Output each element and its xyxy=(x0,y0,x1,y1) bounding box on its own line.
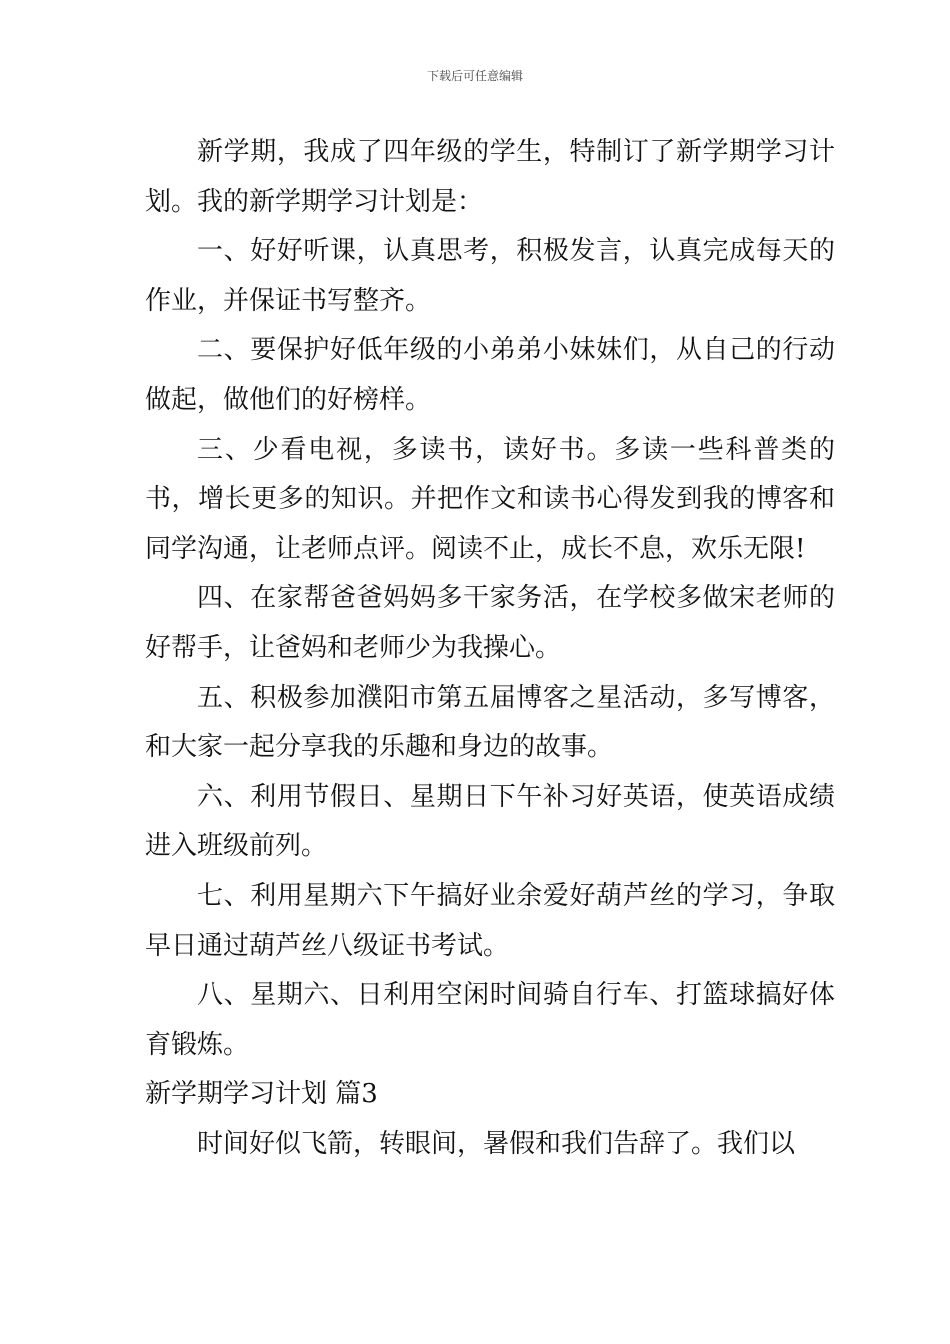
document-body xyxy=(145,128,835,1169)
paragraph-item-1: 一、好好听课，认真思考，积极发言，认真完成每天的作业，并保证书写整齐。 xyxy=(145,236,835,316)
paragraph-intro: 新学期，我成了四年级的学生，特制订了新学期学习计划。我的新学期学习计划是： xyxy=(145,137,835,217)
paragraph-item-2: 二、要保护好低年级的小弟弟小妹妹们，从自己的行动做起，做他们的好榜样。 xyxy=(145,335,835,415)
paragraph-final: 时间好似飞箭，转眼间，暑假和我们告辞了。我们以 xyxy=(197,1128,796,1159)
paragraph-item-6: 六、利用节假日、星期日下午补习好英语，使英语成绩进入班级前列。 xyxy=(145,781,835,862)
section-heading: 新学期学习计划 篇3 xyxy=(145,1079,378,1110)
paragraph-item-4: 四、在家帮爸爸妈妈多干家务活，在学校多做宋老师的好帮手，让爸妈和老师少为我操心。 xyxy=(145,583,835,663)
paragraph-item-3: 三、少看电视，多读书，读好书。多读一些科普类的书，增长更多的知识。并把作文和读书心得发到我的博客和同学沟通，让老师点评。阅读不止，成长不息，欢乐无限! xyxy=(145,434,835,564)
paragraph-item-7: 七、利用星期六下午搞好业余爱好葫芦丝的学习，争取早日通过葫芦丝八级证书考试。 xyxy=(145,880,835,961)
paragraph-item-5: 五、积极参加濮阳市第五届博客之星活动，多写博客，和大家一起分享我的乐趣和身边的故事。 xyxy=(145,682,835,763)
paragraph-item-8: 八、星期六、日利用空闲时间骑自行车、打篮球搞好体育锻炼。 xyxy=(145,980,835,1060)
header-note: 下载后可任意编辑 xyxy=(426,69,523,83)
